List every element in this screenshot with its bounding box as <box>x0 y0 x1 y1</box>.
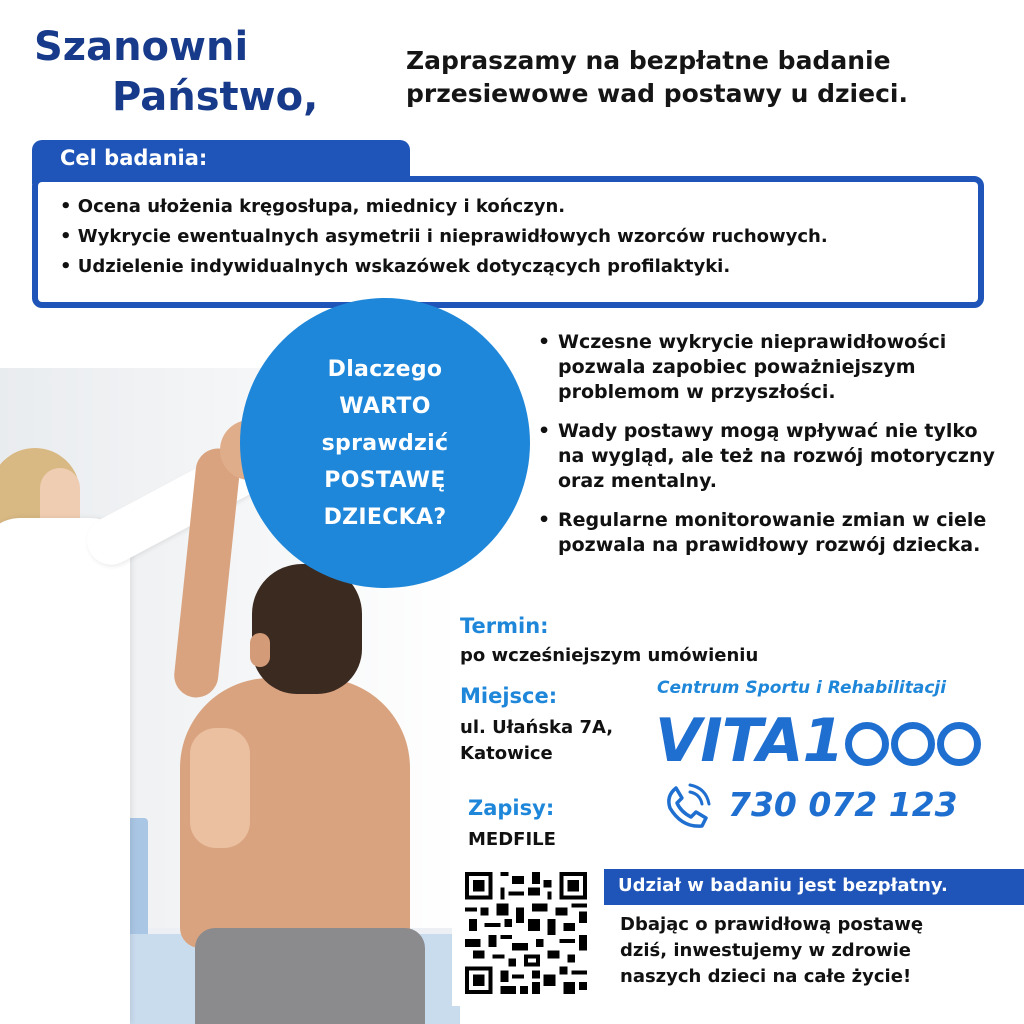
intro-line1: Zapraszamy na bezpłatne badanie <box>406 46 891 75</box>
logo-figures-icon <box>845 722 981 766</box>
goal-item: • Udzielenie indywidualnych wskazówek dotyczących profilaktyki. <box>60 252 978 282</box>
why-circle-line: POSTAWĘ <box>324 467 446 493</box>
why-circle-line: WARTO <box>339 393 431 419</box>
goal-title: Cel badania: <box>32 140 410 184</box>
brand-subtitle: Centrum Sportu i Rehabilitacji <box>657 678 947 698</box>
goal-item: • Ocena ułożenia kręgosłupa, miednicy i kończyn. <box>60 192 978 222</box>
closing-line: Dbając o prawidłową postawę <box>620 914 924 935</box>
child-ear <box>250 633 270 667</box>
signup-value: MEDFILE <box>468 829 556 850</box>
greeting-line2: Państwo, <box>112 74 319 120</box>
signup-label: Zapisy: <box>468 796 555 820</box>
place-line1: ul. Ułańska 7A, <box>460 717 614 738</box>
greeting-line1: Szanowni <box>34 24 249 70</box>
phone-icon <box>662 782 712 832</box>
brand-logo-text: VITA1 <box>655 706 844 776</box>
phone-number[interactable]: 730 072 123 <box>728 785 958 824</box>
child-head <box>252 564 362 694</box>
why-item: • Regularne monitorowanie zmian w ciele pozwala na prawidłowy rozwój dziecka. <box>538 508 1008 558</box>
why-circle <box>240 298 530 588</box>
closing-line: dziś, inwestujemy w zdrowie <box>620 940 911 961</box>
goal-list <box>60 192 978 282</box>
qr-code[interactable] <box>452 860 600 1006</box>
why-item: • Wady postawy mogą wpływać nie tylko na wygląd, ale też na rozwój motoryczny oraz mentalny. <box>538 419 1008 494</box>
goal-item: • Wykrycie ewentualnych asymetrii i nieprawidłowych wzorców ruchowych. <box>60 222 978 252</box>
goal-box <box>32 176 984 308</box>
qr-code-icon <box>460 868 592 998</box>
why-circle-line: Dlaczego <box>327 356 443 382</box>
why-circle-line: sprawdzić <box>321 430 449 456</box>
why-list <box>538 330 1008 572</box>
child-pants <box>195 928 425 1024</box>
free-participation-banner: Udział w badaniu jest bezpłatny. <box>604 869 1024 905</box>
closing-message <box>620 912 923 990</box>
place-label: Miejsce: <box>460 684 558 708</box>
why-item: • Wczesne wykrycie nieprawidłowości pozwala zapobiec poważniejszym problemom w przyszłości. <box>538 330 1008 405</box>
brand-logo <box>655 706 981 776</box>
term-value: po wcześniejszym umówieniu <box>460 645 759 666</box>
intro-text <box>406 44 1006 110</box>
intro-line2: przesiewowe wad postawy u dzieci. <box>406 79 908 108</box>
term-label: Termin: <box>460 614 549 638</box>
doctor-hand-back <box>190 728 250 848</box>
closing-line: naszych dzieci na całe życie! <box>620 966 912 987</box>
place-line2: Katowice <box>460 743 553 764</box>
greeting <box>34 22 318 122</box>
why-circle-line: DZIECKA? <box>323 504 447 530</box>
doctor-coat <box>0 518 130 1024</box>
